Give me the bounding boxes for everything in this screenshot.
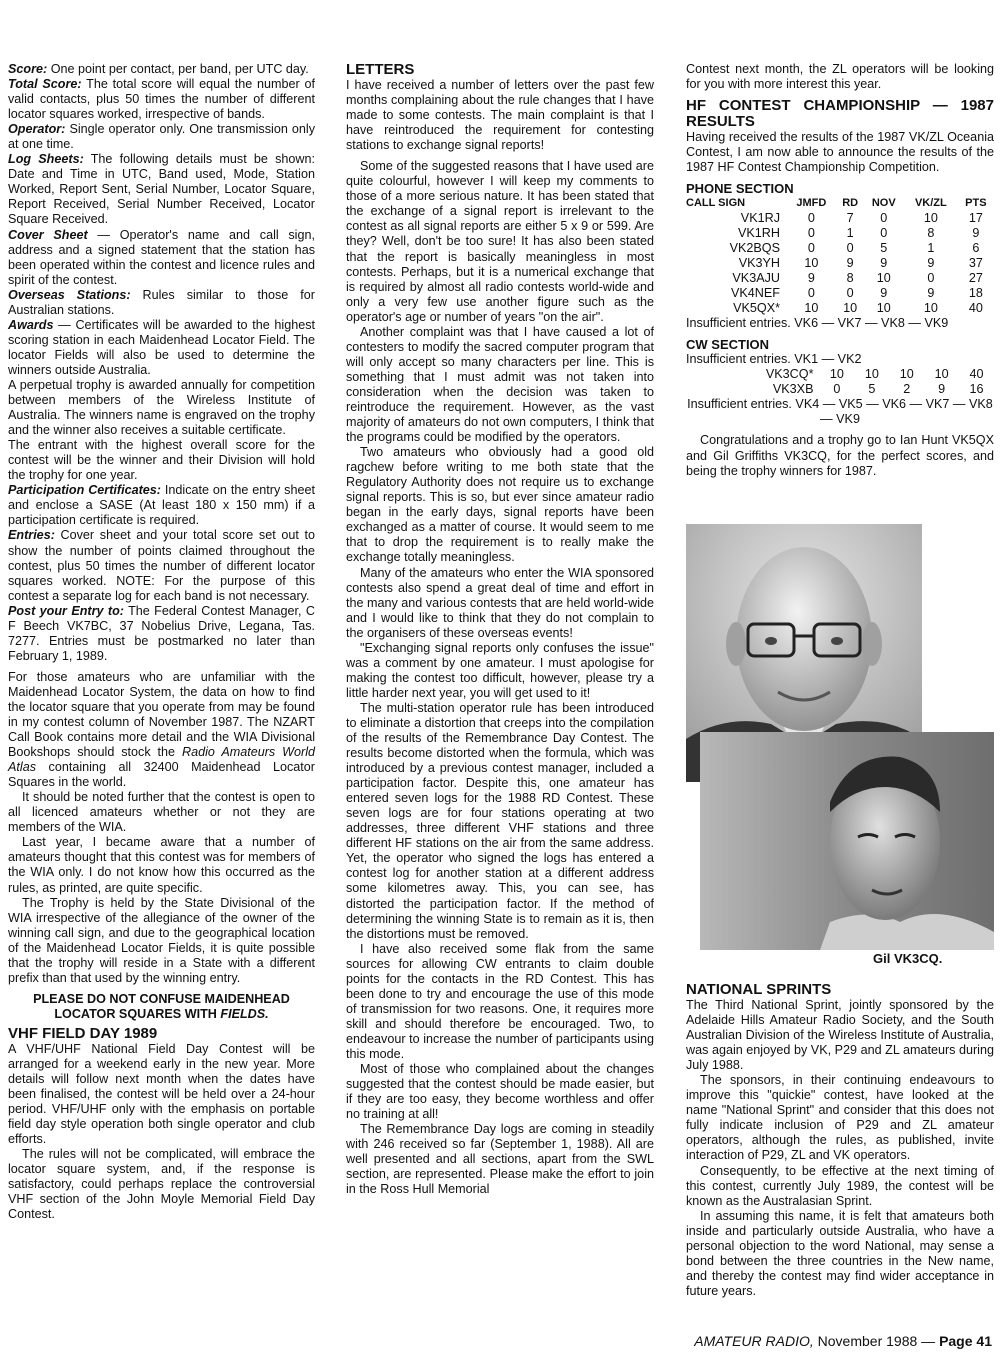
body-paragraph: Contest next month, the ZL operators will be looking for you with more interest this year. (686, 62, 994, 92)
rule-paragraph: Total Score: The total score will equal the number of valid contacts, plus 50 times the number of different locator squares worked, irrespective of bands. (8, 77, 316, 122)
table-row: VK5QX* 10 10 10 10 40 (733, 301, 983, 316)
body-paragraph: Last year, I became aware that a number of amateurs thought that this contest was for members of the WIA only. I do not know how this occurred as the rules, as printed, are quite specific. (8, 835, 315, 895)
insufficient-entries: Insufficient entries. VK6 — VK7 — VK8 — VK9 (686, 316, 949, 331)
table-row: VK1RH 0 1 0 8 9 (738, 226, 980, 241)
body-paragraph: The sponsors, in their continuing endeavours to improve this "quickie" contest, have looked at the name "National Sprint" and consider that this does not fully indicate inclusion of P29 and ZL amateur operators, although the rules, as published, invite interaction of P29, ZL and VK operators. (686, 1073, 994, 1163)
col-header: VK/ZL (914, 197, 947, 210)
maidenhead-notice: PLEASE DO NOT CONFUSE MAIDENHEAD LOCATOR SQUARES WITH FIELDS. (33, 991, 290, 1021)
photo-gil-vk3cq (700, 732, 994, 950)
body-paragraph: "Exchanging signal reports only confuses the issue" was a comment by one amateur. I must apologise for making the contest too difficult, however, please try a little harder next year, you will get used to it! (346, 640, 654, 700)
body-paragraph: The Third National Sprint, jointly sponsored by the Adelaide Hills Amateur Radio Society, and the South Australian Division of the Wireless Institute of Australia, was again enjoyed by VK, P29 and ZL amateurs during July 1988. (686, 998, 994, 1073)
body-paragraph: It should be noted further that the contest is open to all licenced amateurs whether or not they are members of the WIA. (8, 790, 315, 835)
table-row: VK3AJU 9 8 10 0 27 (732, 271, 983, 286)
body-paragraph: The rules will not be complicated, will embrace the locator square system, and, if the response is satisfactory, could perhaps replace the controversial VHF section of the John Moyle Memorial Field Day Contest. (8, 1147, 315, 1222)
body-paragraph: Most of those who complained about the changes suggested that the contest should be made easier, but if they are too easy, they become worthless and offer no training at all! (346, 1062, 654, 1122)
insufficient-entries: Insufficient entries. VK1 — VK2 (686, 352, 862, 367)
col-header: RD (842, 197, 859, 210)
hf-championship-heading: HF CONTEST CHAMPIONSHIP — 1987 RESULTS (686, 97, 994, 131)
phone-section-heading: PHONE SECTION (686, 181, 794, 197)
rule-paragraph: Post your Entry to: The Federal Contest Manager, C F Beech VK7BC, 37 Nobelius Drive, Legana, Tas. 7277. Entries must be postmarked no later than February 1, 1989. (8, 603, 315, 663)
rule-paragraph: Awards — Certificates will be awarded to the highest scoring station in each Maidenhead Locator Field. The locator Fields will also be used to determine the winners outside Australia. (8, 317, 315, 377)
column-right (686, 62, 994, 479)
body-paragraph: For those amateurs who are unfamiliar with the Maidenhead Locator System, the data on how to find the locator square that you operate from may be found in my contest column of November 1987. The NZART Call Book contains more detail and the WIA Divisional Bookshops should stock the Radio Amateurs World Atlas containing all 32400 Maidenhead Locator Squares in the world. (8, 669, 316, 790)
portrait-image (700, 732, 994, 950)
col-header: NOV (871, 197, 896, 210)
table-row: VK4NEF 0 0 9 9 18 (731, 286, 983, 301)
cw-section-heading: CW SECTION (686, 337, 770, 353)
national-sprints-heading: NATIONAL SPRINTS (686, 981, 832, 998)
table-row: VK1RJ 0 7 0 10 17 (740, 211, 983, 226)
rule-paragraph: Participation Certificates: Indicate on the entry sheet and enclose a SASE (At least 180 x 150 mm) if a participation certificate is required. (8, 483, 315, 528)
vhf-field-day-heading: VHF FIELD DAY 1989 (8, 1024, 158, 1042)
page-footer (694, 1333, 992, 1349)
rule-paragraph: Score: One point per contact, per band, per UTC day. (8, 62, 309, 76)
insufficient-entries: Insufficient entries. VK4 — VK5 — VK6 — VK7 — VK8 — VK9 (687, 397, 993, 427)
body-paragraph: A VHF/UHF National Field Day Contest will be arranged for a weekend early in the new year. More details will follow next month when the dates have been finalised, the contest will be held over a 24-hour period. VHF/UHF only with the emphasis on portable field day style operation both single operator and club efforts. (8, 1041, 315, 1147)
column-left (8, 62, 315, 1223)
table-row: VK2BQS 0 0 5 1 6 (729, 241, 980, 256)
body-paragraph: Having received the results of the 1987 VK/ZL Oceania Contest, I am now able to announce the results of the 1987 HF Contest Championship Competition. (686, 130, 994, 175)
table-row: VK3XB 0 5 2 9 16 (772, 382, 984, 397)
body-paragraph: The multi-station operator rule has been introduced to eliminate a distortion that creeps into the compilation of the results of the Remembrance Day Contest. The results become distorted when the formula, which was introduced by a previous contest manager, included a participation factor. Despite this, one amateur has entered seven logs for the 1988 RD Contest. These seven logs are for four stations operating at two addresses, three different VHF stations and three different HF stations on the air from the same address. Yet, the operator who signed the logs has entered a contest log for another station at a different address some kilometres away. This, you can see, has distorted the participation factor. If the method of determining the winning State is to remain as it is, then the distortions must be removed. (346, 700, 654, 941)
rule-paragraph: Operator: Single operator only. One transmission only at one time. (8, 122, 315, 152)
body-paragraph: The Remembrance Day logs are coming in steadily with 246 received so far (September 1, 1988). All are well presented and all sections, apart from the SWL section, are represented. Please make the effort to join in the Ross Hull Memorial (346, 1122, 654, 1197)
contest-rules (8, 62, 315, 664)
col-header: JMFD (796, 197, 827, 210)
table-row: VK3CQ* 10 10 10 10 40 (765, 367, 984, 382)
column-middle (346, 62, 654, 1197)
phone-results-table (686, 196, 994, 316)
issue-date: November 1988 — (813, 1333, 940, 1349)
magazine-name: AMATEUR RADIO, (694, 1333, 814, 1349)
body-paragraph: Two amateurs who obviously had a good old ragchew before writing to me both state that the Regulatory Authority does not require us to exchange signal reports. This is so, but ever since amateur radio began in the early days, signal reports have been exchanged as a matter of course. It would seem to me that to drop the requirement is to really make the exchange totally meaningless. (346, 445, 654, 565)
rule-paragraph: The entrant with the highest overall score for the contest will be the winner and their Division will hold the trophy for one year. (8, 438, 315, 483)
col-header: CALL SIGN (686, 197, 746, 210)
table-row: VK3YH 10 9 9 9 37 (738, 256, 983, 271)
body-paragraph: Some of the suggested reasons that I have used are quite colourful, however I will keep my comments to those of a more serious nature. It has been stated that the exchange of a signal report is irrelevant to the contest as all signal reports are either 5 x 9 or 599. Are they? Well, don't be too sure! It has also been stated that the report is basically meaningless in most contests. Perhaps, but it is a numerical exchange that is required by almost all radio contests world-wide and only a very few use another figure such as the operator's age or number of years "on the air". (346, 159, 654, 324)
body-paragraph: Congratulations and a trophy go to Ian Hunt VK5QX and Gil Griffiths VK3CQ, for the perfect scores, and being the trophy winners for 1987. (686, 433, 994, 478)
body-paragraph: I have received a number of letters over the past few months complaining about the rule changes that I have made to some contests. The main complaint is that I have reintroduced the requirement for contesting stations to exchange signal reports! (346, 78, 654, 153)
body-paragraph: The Trophy is held by the State Divisional of the WIA irrespective of the allegiance of the owner of the winning call sign, and due to the geographical location of the Maidenhead Locator Fields, it is quite possible that the trophy will reside in a State with a different prefix than that used by the winning entry. (8, 895, 315, 985)
page-number: Page 41 (939, 1333, 992, 1349)
table-header-row (686, 196, 994, 211)
body-paragraph: Many of the amateurs who enter the WIA sponsored contests also spend a great deal of time and effort in the many and various contests that are held world-wide and I would like to think that they do not complain to the organisers of these overseas events! (346, 565, 655, 640)
national-sprints-section (686, 982, 994, 1299)
caption-gil: Gil VK3CQ. (873, 951, 943, 966)
body-paragraph: I have also received some flak from the same sources for allowing CW entrants to claim double points for the contacts in the RD Contest. This has been done to try and encourage the use of this mode of transmission for two reasons. One, it requires more skill and should therefore be encouraged. Two, to endeavour to increase the number of participants using this mode. (346, 941, 654, 1061)
body-paragraph: Another complaint was that I have caused a lot of contesters to modify the sacred computer program that will only accept so many characters per line. This is something that I must admit was not taken into consideration when the decision was taken to reintroduce the requirement. However, as the vast majority of amateurs do not own computers, I think that the programs could be modified by the operators. (346, 324, 654, 445)
cw-results-table (686, 367, 994, 397)
letters-heading: LETTERS (346, 61, 415, 78)
rule-paragraph: A perpetual trophy is awarded annually for competition between members of the Wireless Institute of Australia. The winners name is engraved on the trophy and the winner also receives a suitable certificate. (8, 377, 315, 438)
body-paragraph: Consequently, to be effective at the next timing of this contest, currently July 1989, the contest will be known as the Australasian Sprint. (686, 1163, 994, 1208)
col-header: PTS (965, 197, 987, 210)
rule-paragraph: Log Sheets: The following details must be shown: Date and Time in UTC, Band used, Mode, Station Worked, Report Sent, Serial Number, Locator Square, Report Received, Serial Number Received, Locator Square Received. (8, 152, 315, 227)
rule-paragraph: Cover Sheet — Operator's name and call sign, address and a signed statement that the station has been operated within the contest and licence rules and spirit of the contest. (8, 227, 315, 287)
body-paragraph: In assuming this name, it is felt that amateurs both inside and particularly outside Australia, who have a personal objection to the word National, may sense a bond between the three countries in the New name, and thereby the contest may find wider acceptance in future years. (686, 1208, 994, 1298)
rule-paragraph: Entries: Cover sheet and your total score set out to show the number of points claimed throughout the contest, plus 50 times the number of different locator squares worked. NOTE: For the purpose of this contest a separate log for each band is not necessary. (8, 528, 315, 603)
rule-paragraph: Overseas Stations: Rules similar to those for Australian stations. (8, 287, 315, 317)
